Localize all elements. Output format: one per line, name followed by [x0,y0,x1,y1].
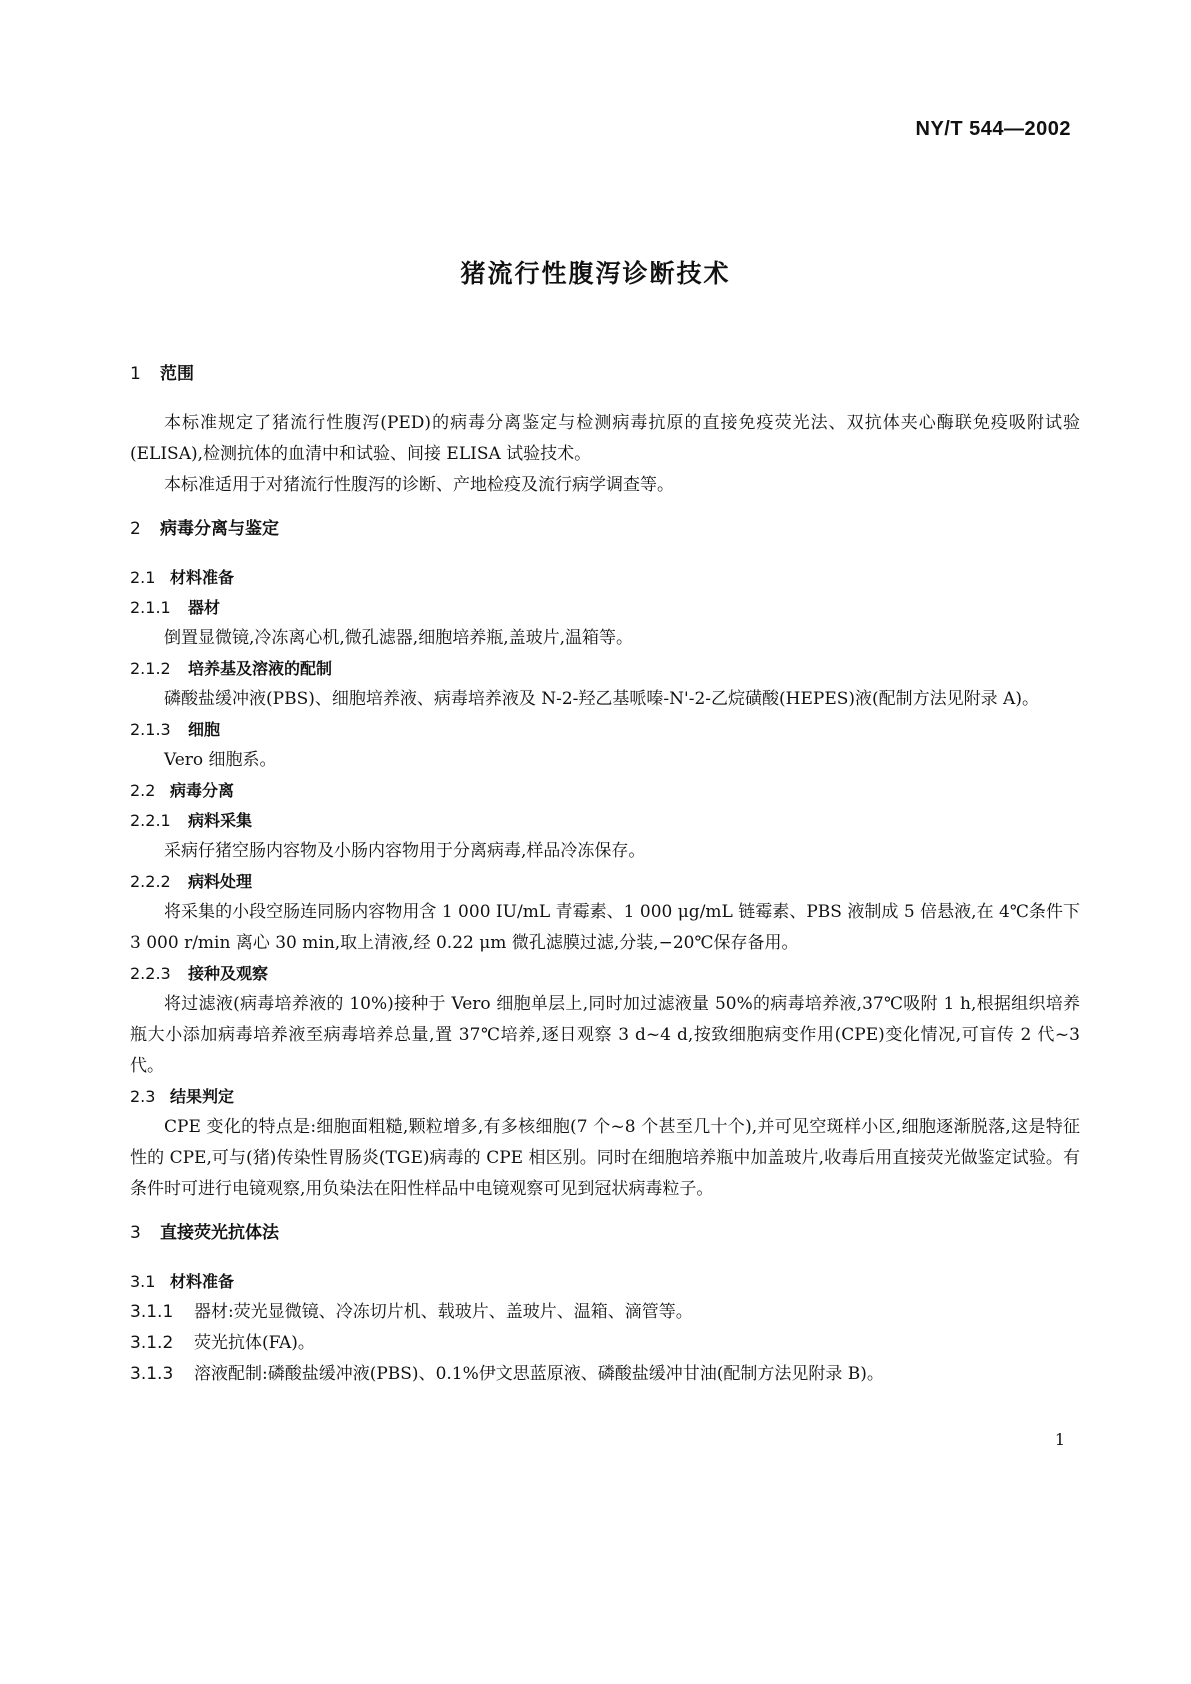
section-title: 接种及观察 [188,964,269,983]
section-2-2-2-heading [130,867,1080,897]
section-title: 材料准备 [170,1272,235,1291]
paragraph: Vero 细胞系。 [164,750,277,770]
section-number: 1 [130,364,141,384]
section-1-heading [130,360,1080,388]
section-2-2-1-heading [130,806,1080,836]
section-3-1-heading [130,1267,1080,1297]
section-2-1-2-heading [130,654,1080,684]
section-number: 3.1 [130,1272,156,1291]
item-number: 3.1.3 [130,1364,174,1384]
list-item [130,1328,1080,1359]
section-number: 2.1.3 [130,720,171,739]
section-title: 细胞 [188,720,221,739]
list-item [130,1297,1080,1328]
page-title: 猪流行性腹泻诊断技术 [460,259,731,288]
section-title: 器材 [188,598,221,617]
section-title: 病毒分离与鉴定 [160,519,279,539]
paragraph: 将过滤液(病毒培养液的 10%)接种于 Vero 细胞单层上,同时加过滤液量 50%的病毒培养液,37℃吸附 1 h,根据组织培养瓶大小添加病毒培养液至病毒培养总量,置 37℃培养,逐日观察 3 d~4 d,按致细胞病变作用(CPE)变化情况,可盲传 2 代~3 代。 [130,994,1080,1076]
section-title: 病毒分离 [170,781,235,800]
section-number: 2 [130,519,141,539]
section-title: 结果判定 [170,1087,235,1106]
item-text: 荧光抗体(FA)。 [194,1333,315,1353]
paragraph: CPE 变化的特点是:细胞面粗糙,颗粒增多,有多核细胞(7 个~8 个甚至几十个),并可见空斑样小区,细胞逐渐脱落,这是特征性的 CPE,可与(猪)传染性胃肠炎(TGE)病毒的 CPE 相区别。同时在细胞培养瓶中加盖玻片,收毒后用直接荧光做鉴定试验。有条件时可进行电镜观察,用负染法在阳性样品中电镜观察可见到冠状病毒粒子。 [130,1117,1080,1199]
section-number: 3 [130,1223,141,1243]
section-2-3-heading [130,1082,1080,1112]
page-number: 1 [1054,1430,1065,1449]
section-number: 2.1.1 [130,598,171,617]
section-title: 范围 [160,364,194,384]
section-title: 病料处理 [188,872,253,891]
section-number: 2.2 [130,781,156,800]
section-title: 病料采集 [188,811,253,830]
item-number: 3.1.1 [130,1302,174,1322]
section-title: 培养基及溶液的配制 [188,659,333,678]
section-2-1-1-heading [130,593,1080,623]
item-text: 溶液配制:磷酸盐缓冲液(PBS)、0.1%伊文思蓝原液、磷酸盐缓冲甘油(配制方法见附录 B)。 [194,1364,884,1384]
section-number: 2.2.2 [130,872,171,891]
paragraph: 本标准规定了猪流行性腹泻(PED)的病毒分离鉴定与检测病毒抗原的直接免疫荧光法、双抗体夹心酶联免疫吸附试验(ELISA),检测抗体的血清中和试验、间接 ELISA 试验技术。 [130,413,1080,464]
paragraph: 采病仔猪空肠内容物及小肠内容物用于分离病毒,样品冷冻保存。 [164,841,646,861]
list-item [130,1359,1080,1390]
section-number: 2.2.1 [130,811,171,830]
paragraph: 倒置显微镜,冷冻离心机,微孔滤器,细胞培养瓶,盖玻片,温箱等。 [164,628,634,648]
section-2-1-3-heading [130,715,1080,745]
section-title: 材料准备 [170,568,235,587]
section-number: 2.1 [130,568,156,587]
section-2-heading [130,515,1080,543]
item-text: 器材:荧光显微镜、冷冻切片机、载玻片、盖玻片、温箱、滴管等。 [194,1302,693,1322]
section-title: 直接荧光抗体法 [160,1223,279,1243]
document-body [130,360,1080,1390]
standard-code: NY/T 544—2002 [915,118,1071,140]
section-number: 2.2.3 [130,964,171,983]
section-number: 2.3 [130,1087,156,1106]
paragraph: 本标准适用于对猪流行性腹泻的诊断、产地检疫及流行病学调查等。 [164,475,674,495]
section-number: 2.1.2 [130,659,171,678]
item-number: 3.1.2 [130,1333,174,1353]
section-2-2-heading [130,776,1080,806]
section-2-1-heading [130,563,1080,593]
section-3-heading [130,1219,1080,1247]
paragraph: 磷酸盐缓冲液(PBS)、细胞培养液、病毒培养液及 N-2-羟乙基哌嗪-N'-2-乙烷磺酸(HEPES)液(配制方法见附录 A)。 [164,689,1039,709]
paragraph: 将采集的小段空肠连同肠内容物用含 1 000 IU/mL 青霉素、1 000 μg/mL 链霉素、PBS 液制成 5 倍悬液,在 4℃条件下 3 000 r/min 离心 30 min,取上清液,经 0.22 μm 微孔滤膜过滤,分装,−20℃保存备用。 [130,902,1080,953]
section-2-2-3-heading [130,959,1080,989]
